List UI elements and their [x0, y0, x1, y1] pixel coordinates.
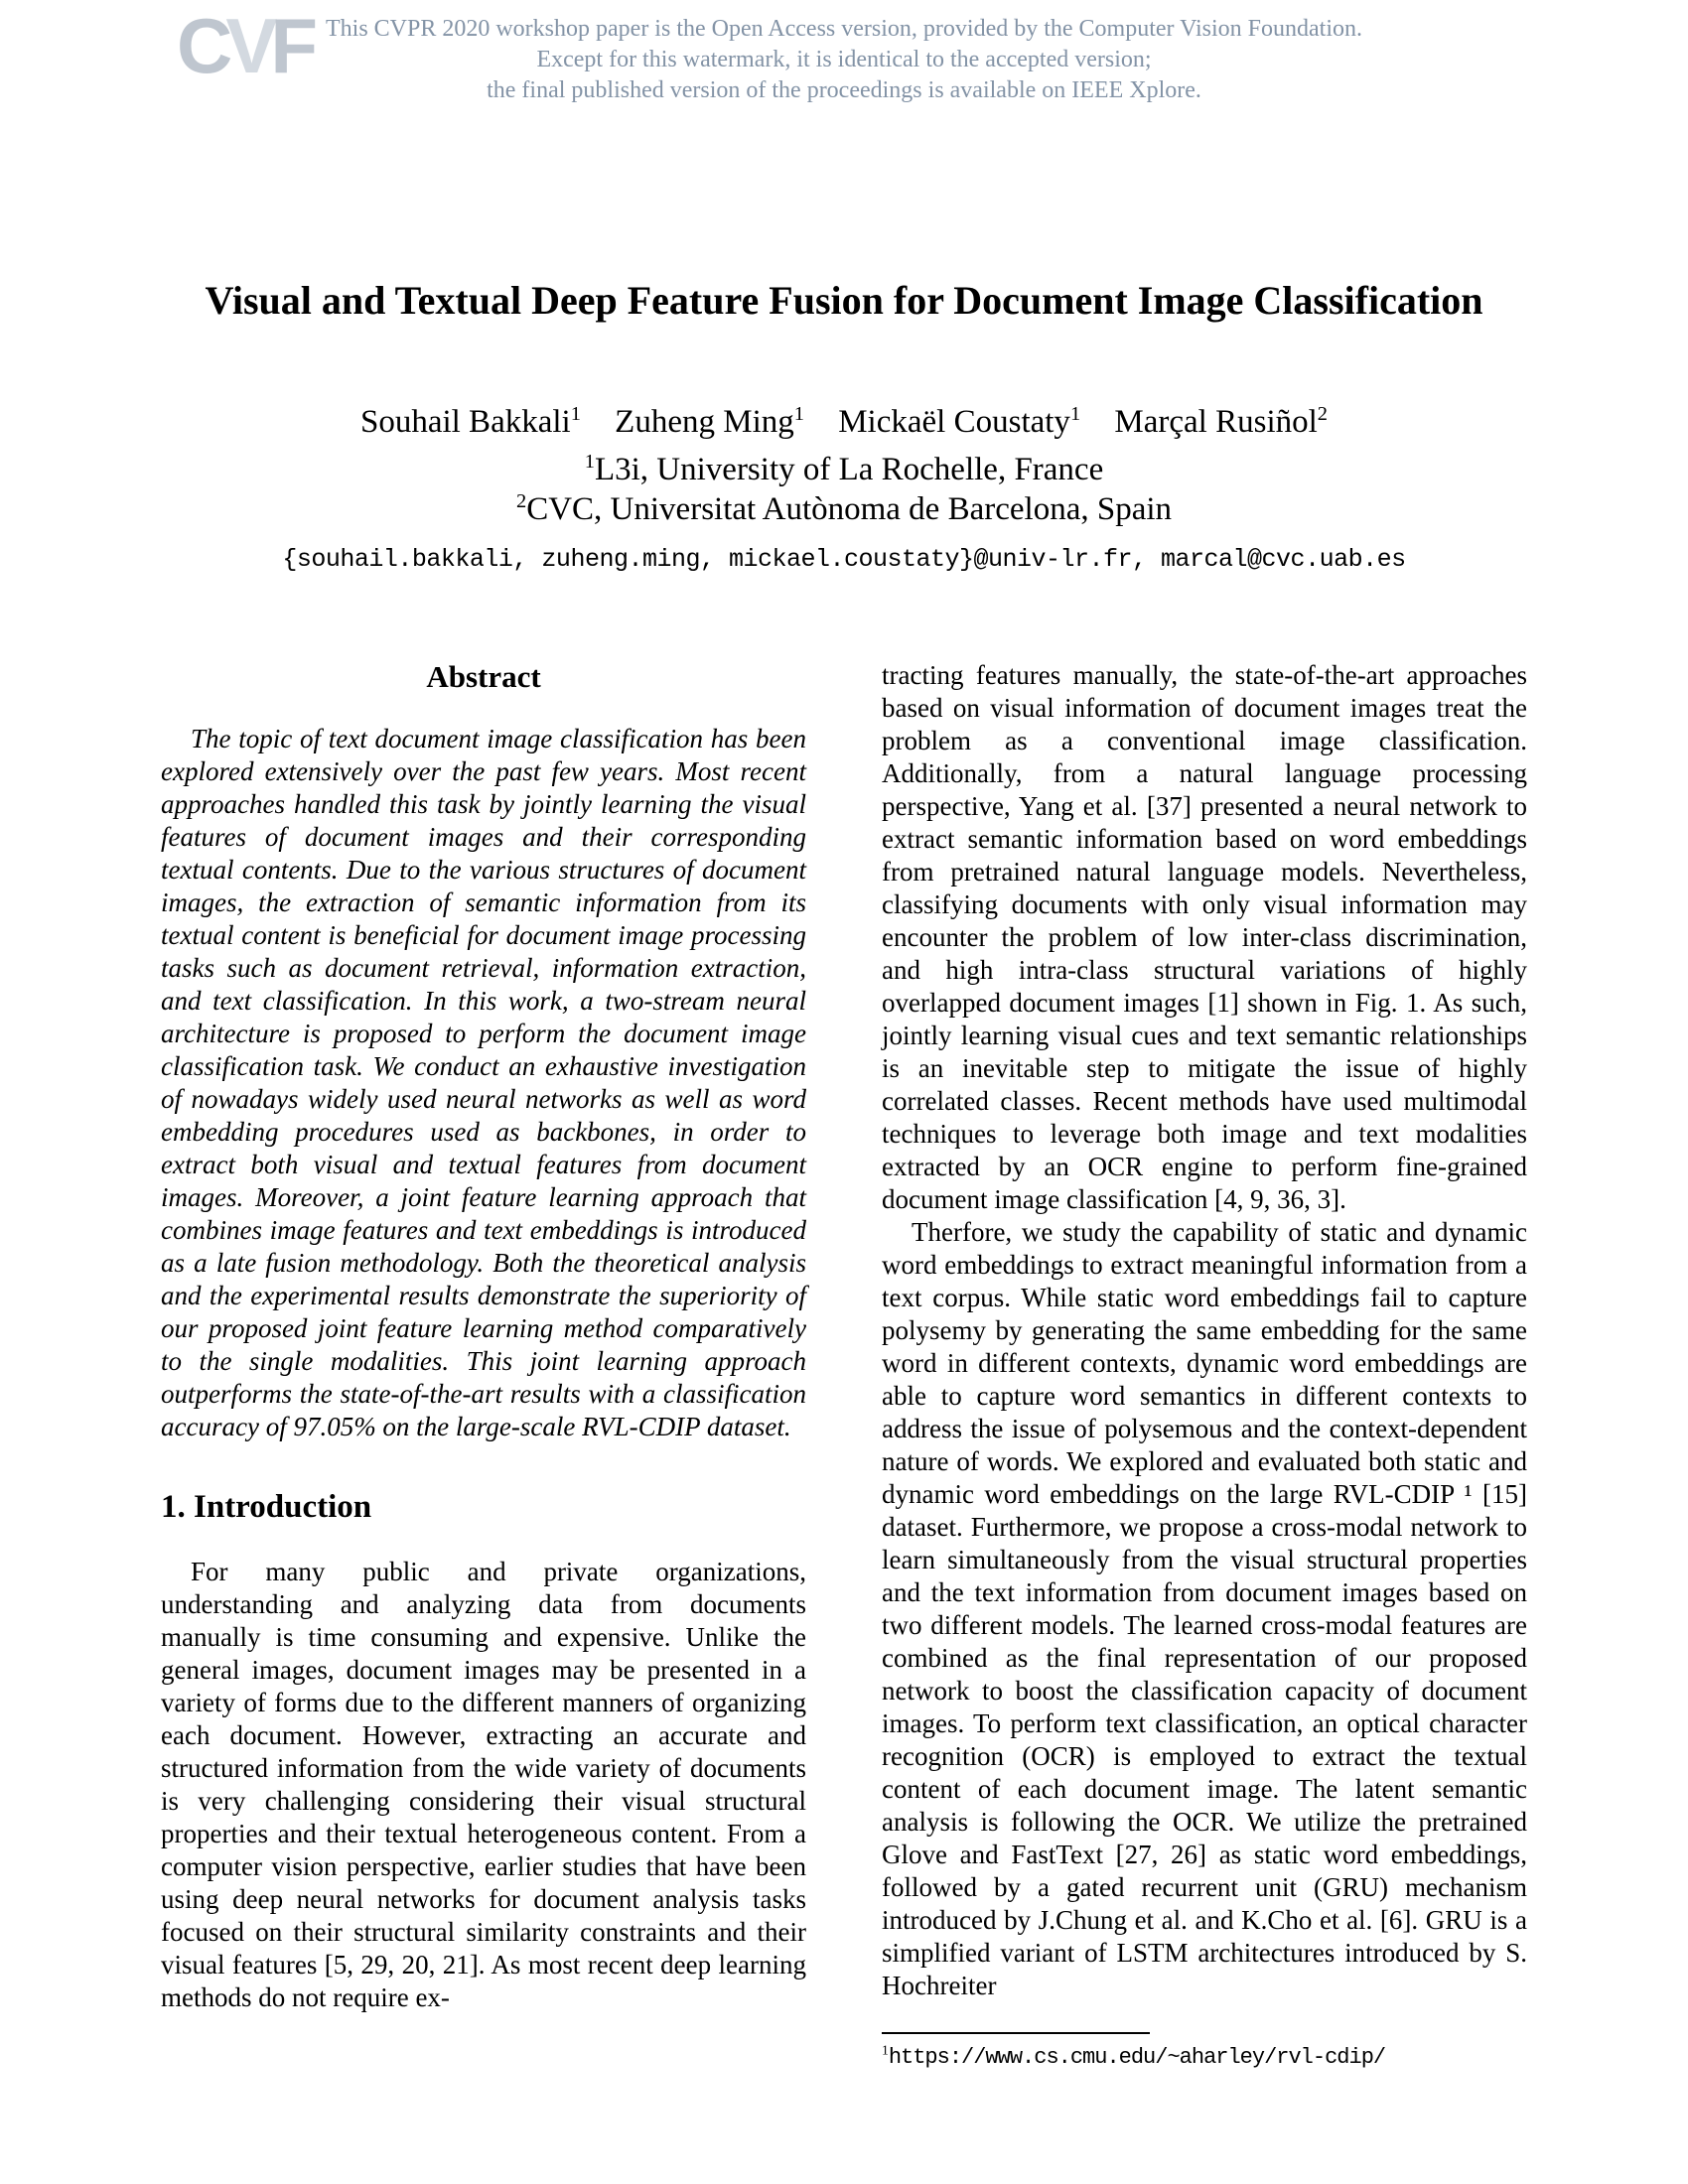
author-affiliation-marker: 1: [793, 403, 804, 425]
author-emails: {souhail.bakkali, zuheng.ming, mickael.coustaty}@univ-lr.fr, marcal@cvc.uab.es: [282, 545, 1406, 574]
author: [838, 404, 1080, 440]
footnote-rule: [882, 2032, 1150, 2034]
body-paragraph: tracting features manually, the state-of-the-art approaches based on visual information of document images treat the problem as a conventional image classification. Additionally, from a natural language processing perspective, Yang et al. [37] presented a neural network to extract semantic information based on word embeddings from pretrained natural language models. Nevertheless, classifying documents with only visual information may encounter the problem of low inter-class discrimination, and high intra-class structural variations of highly overlapped document images [1] shown in Fig. 1. As such, jointly learning visual cues and text semantic relationships is an inevitable step to mitigate the issue of highly correlated classes. Recent methods have used multimodal techniques to leverage both image and text modalities extracted by an OCR engine to perform fine-grained document image classification [4, 9, 36, 3].: [882, 660, 1527, 1214]
affiliation-text: CVC, Universitat Autònoma de Barcelona, Spain: [526, 491, 1173, 527]
section-heading-introduction: 1. Introduction: [161, 1489, 372, 1525]
watermark-line-3: the final published version of the proceedings is available on IEEE Xplore.: [487, 77, 1201, 103]
author-affiliation-marker: 1: [570, 403, 581, 425]
affiliation-marker: 2: [515, 490, 527, 512]
affiliation-line: [0, 489, 1688, 529]
affiliation-list: [0, 450, 1688, 529]
author-affiliation-marker: 2: [1317, 403, 1329, 425]
abstract-heading: Abstract: [426, 659, 541, 694]
left-column: [161, 659, 806, 2072]
right-column: [882, 659, 1527, 2072]
author-name: Marçal Rusiñol: [1114, 404, 1318, 440]
introduction-paragraph: For many public and private organizations, understanding and analyzing data from documents manually is time consuming and expensive. Unlike the general images, document images may be presented in a variety of forms due to the different manners of organizing each document. However, extracting an accurate and structured information from the wide variety of documents is very challenging considering their visual structural properties and their textual heterogeneous content. From a computer vision perspective, earlier studies that have been using deep neural networks for document analysis tasks focused on their structural similarity constraints and their visual features [5, 29, 20, 21]. As most recent deep learning methods do not require ex-: [161, 1557, 806, 2012]
cvf-logo: [177, 4, 311, 87]
author: [615, 404, 804, 440]
author-list: [0, 402, 1688, 442]
footnote: [882, 2044, 1527, 2072]
body-paragraph: Therfore, we study the capability of static and dynamic word embeddings to extract meaningful information from a text corpus. While static word embeddings fail to capture polysemy by generating the same embedding for the same word in different contexts, dynamic word embeddings are able to capture word semantics in different contexts to address the issue of polysemous and the context-dependent nature of words. We explored and evaluated both static and dynamic word embeddings on the large RVL-CDIP ¹ [15] dataset. Furthermore, we propose a cross-modal network to learn simultaneously from the visual structural properties and the text information from document images based on two different models. The learned cross-modal features are combined as the final representation of our proposed network to boost the classification capacity of document images. To perform text classification, an optical character recognition (OCR) is employed to extract the textual content of each document image. The latent semantic analysis is following the OCR. We utilize the pretrained Glove and FastText [27, 26] as static word embeddings, followed by a gated recurrent unit (GRU) mechanism introduced by J.Chung et al. and K.Cho et al. [6]. GRU is a simplified variant of LSTM architectures introduced by S. Hochreiter: [882, 1217, 1527, 2000]
watermark-line-1: This CVPR 2020 workshop paper is the Open Access version, provided by the Computer Vision Foundation.: [325, 16, 1363, 42]
author: [360, 404, 581, 440]
abstract-paragraph: The topic of text document image classification has been explored extensively over the past few years. Most recent approaches handled this task by jointly learning the visual features of document images and their corresponding textual contents. Due to the various structures of document images, the extraction of semantic information from its textual content is beneficial for document image processing tasks such as document retrieval, information extraction, and text classification. In this work, a two-stream neural architecture is proposed to perform the document image classification task. We conduct an exhaustive investigation of nowadays widely used neural networks as well as word embedding procedures used as backbones, in order to extract both visual and textual features from document images. Moreover, a joint feature learning approach that combines image features and text embeddings is introduced as a late fusion methodology. Both the theoretical analysis and the experimental results demonstrate the superiority of our proposed joint feature learning method comparatively to the single modalities. This joint learning approach outperforms the state-of-the-art results with a classification accuracy of 97.05% on the large-scale RVL-CDIP dataset.: [161, 724, 806, 1441]
affiliation-line: [0, 450, 1688, 489]
author-name: Zuheng Ming: [615, 404, 794, 440]
paper-title: Visual and Textual Deep Feature Fusion for Document Image Classification: [205, 278, 1483, 323]
watermark-line-2: Except for this watermark, it is identical to the accepted version;: [536, 47, 1152, 72]
cvf-logo-letter-f: F: [270, 2, 312, 89]
author-affiliation-marker: 1: [1069, 403, 1081, 425]
affiliation-text: L3i, University of La Rochelle, France: [594, 452, 1104, 487]
author-name: Souhail Bakkali: [359, 404, 571, 440]
author-name: Mickaël Coustaty: [838, 404, 1070, 440]
paper-body: [0, 659, 1688, 2072]
footnote-marker: 1: [882, 2042, 889, 2058]
affiliation-marker: 1: [584, 451, 595, 473]
cvf-logo-letter-c: C: [177, 2, 226, 89]
author: [1114, 404, 1328, 440]
cvf-logo-letter-v: V: [225, 2, 271, 89]
footnote-url-link[interactable]: https://www.cs.cmu.edu/~aharley/rvl-cdip/: [888, 2045, 1386, 2070]
footnote-block: [882, 2032, 1527, 2072]
